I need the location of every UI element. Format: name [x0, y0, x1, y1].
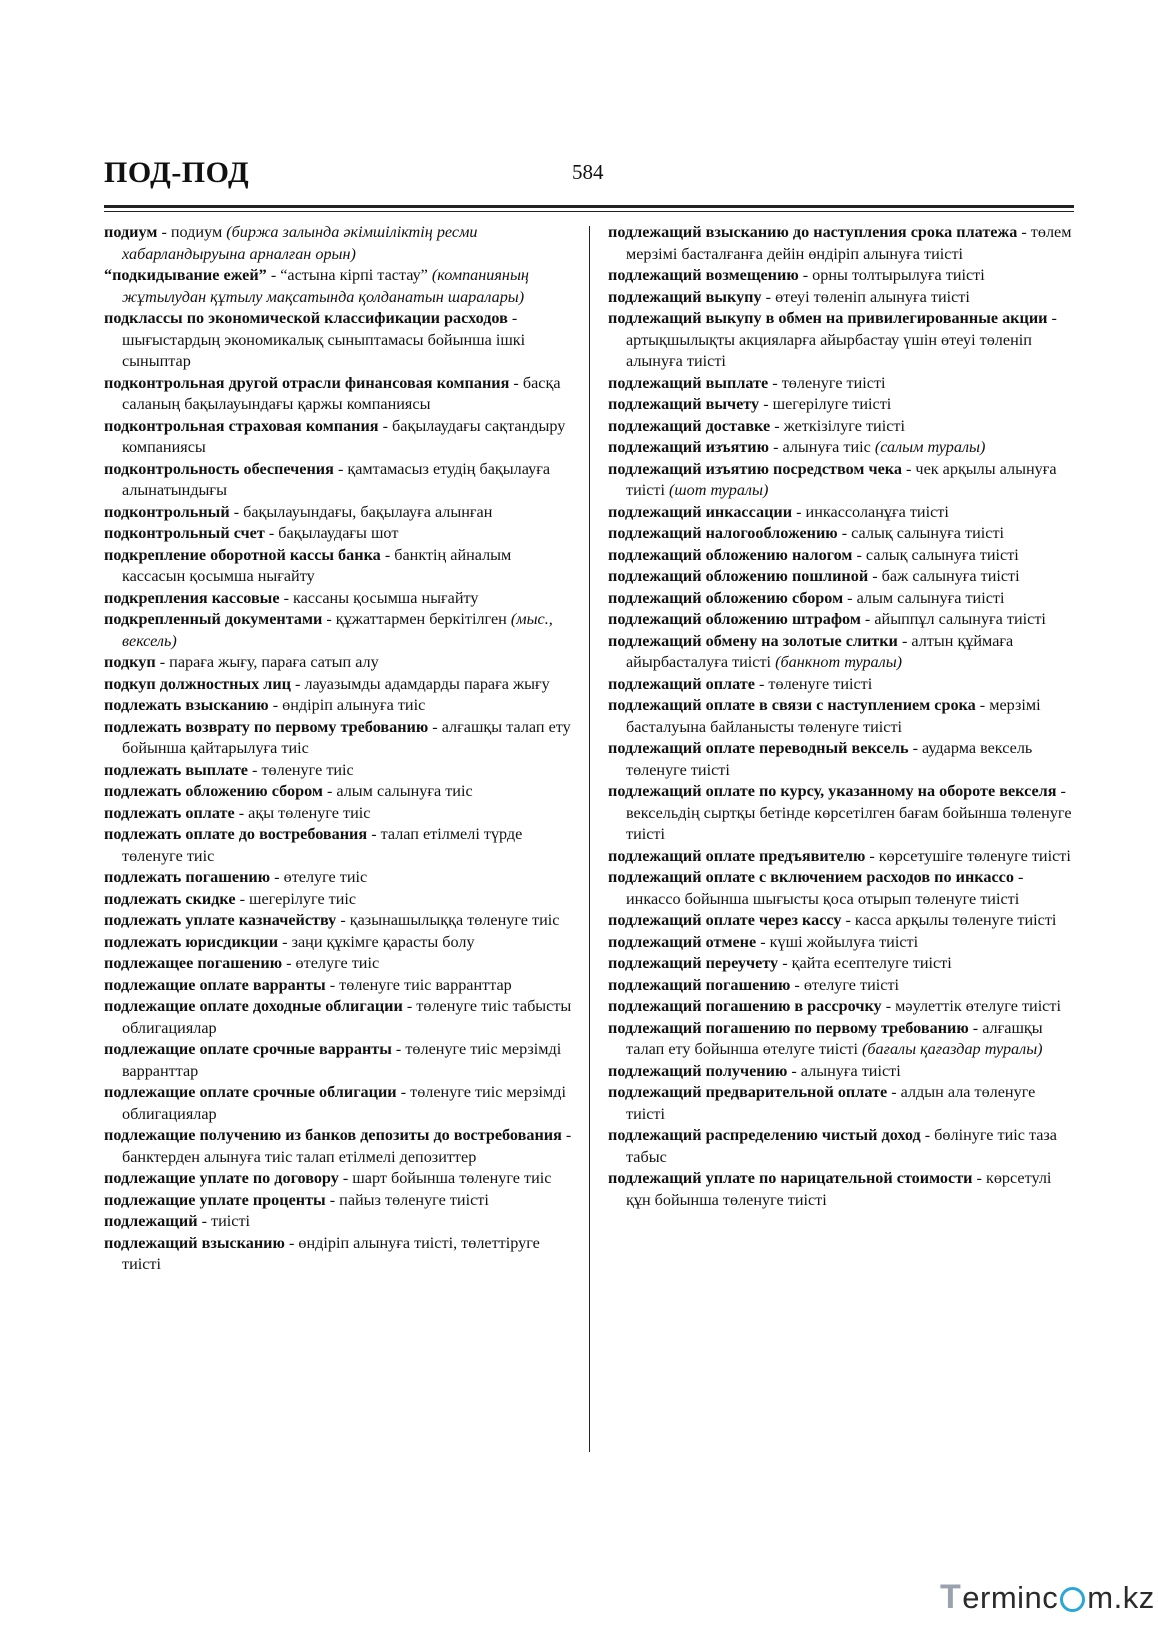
entry-term: подлежащие оплате срочные облигации	[104, 1083, 397, 1101]
entry-definition: - өндіріп алынуға тиіс	[268, 696, 426, 714]
entry-definition: - алдын ала төленуге тиісті	[626, 1083, 1036, 1123]
page-number: 584	[572, 160, 604, 184]
entry-term: подлежащий изъятию посредством чека	[608, 459, 902, 478]
entry-definition: - жеткізілуге тиісті	[770, 416, 905, 435]
dictionary-entry	[608, 867, 1076, 910]
entry-term: подлежащий получению	[608, 1061, 788, 1080]
entry-term: подлежащий погашению	[608, 975, 791, 994]
dictionary-entry	[104, 308, 576, 373]
entry-term: подкрепление оборотной кассы банка	[104, 545, 381, 564]
entry-definition: - шығыстардың экономикалық сыныптамасы бойынша ішкі сыныптар	[122, 309, 526, 370]
entry-definition: - чек арқылы алынуға тиісті	[626, 459, 1057, 499]
dictionary-entry	[608, 222, 1076, 265]
entry-note: (биржа залында әкімшіліктің ресми хабарландыруына арналған орын)	[122, 223, 478, 263]
entry-definition: - төленуге тиіс мерзімді варранттар	[122, 1040, 562, 1080]
entry-definition: - подиум	[157, 223, 227, 241]
entry-term: подлежащий обложению налогом	[608, 545, 853, 564]
entry-term: подконтрольный	[104, 502, 230, 521]
dictionary-entry	[104, 717, 576, 760]
dictionary-entry	[104, 824, 576, 867]
entry-term: подлежащий доставке	[608, 416, 771, 435]
dictionary-entry	[608, 1168, 1076, 1211]
entry-note: (салым туралы)	[874, 438, 986, 456]
entry-definition: - алым салынуға тиісті	[843, 588, 1005, 607]
entry-term: подлежать взысканию	[104, 696, 269, 714]
entry-definition: - заңи құкімге қарасты болу	[278, 932, 475, 951]
entry-term: подлежащий уплате по нарицательной стоимости	[608, 1169, 973, 1187]
entry-note: (шот туралы)	[669, 481, 769, 499]
dictionary-entry	[608, 674, 1076, 696]
entry-note: (компанияның жұтылудан құтылу мақсатында қолданатын шаралары)	[122, 266, 529, 306]
entry-term: подлежащий оплате в связи с наступлением срока	[608, 696, 976, 714]
entry-term: подлежащий налогообложению	[608, 524, 838, 542]
entry-definition: - бақылаудағы шот	[264, 524, 399, 542]
entry-definition: - банктің айналым кассасын қосымша нығайту	[122, 545, 512, 585]
dictionary-entry	[608, 416, 1076, 438]
dictionary-entry	[608, 1125, 1076, 1168]
column-divider	[589, 226, 590, 1452]
entry-definition: - төленуге тиісті	[754, 674, 873, 693]
entry-term: подлежащий взысканию до наступления срока платежа	[608, 223, 1018, 241]
entry-term: подлежащий отмене	[608, 932, 757, 951]
dictionary-entry	[104, 953, 576, 975]
entry-term: подлежащий обложению штрафом	[608, 610, 861, 628]
dictionary-entry	[104, 588, 576, 610]
dictionary-entry	[104, 459, 576, 502]
entry-definition: - өтелуге тиісті	[790, 975, 900, 994]
logo-circle-icon	[1060, 1587, 1085, 1612]
entry-definition: - өндіріп алынуға тиісті, төлеттіруге тиісті	[122, 1233, 540, 1273]
entry-term: подлежать выплате	[104, 760, 248, 779]
dictionary-entry	[104, 1125, 576, 1168]
entry-definition: - шегерілуге тиіс	[235, 889, 357, 908]
dictionary-entry	[608, 308, 1076, 373]
dictionary-entry	[104, 609, 576, 652]
entry-term: подлежащий выкупу	[608, 287, 762, 306]
dictionary-entry	[104, 222, 576, 265]
entry-term: подкуп должностных лиц	[104, 674, 291, 693]
entry-definition: - айыппұл салынуға тиісті	[860, 610, 1046, 628]
dictionary-entry	[608, 373, 1076, 395]
entry-term: подлежащий переучету	[608, 954, 779, 972]
dictionary-entry	[104, 1082, 576, 1125]
dictionary-entry	[104, 781, 576, 803]
dictionary-entry	[104, 996, 576, 1039]
entry-definition: - күші жойылуға тиісті	[756, 932, 919, 951]
entry-term: подлежащий оплате предъявителю	[608, 846, 866, 865]
entry-definition: - инкассоланұға тиісті	[792, 502, 949, 521]
dictionary-entry	[104, 1039, 576, 1082]
entry-note: (бағалы қағаздар туралы)	[862, 1040, 1043, 1058]
entry-definition: - алғашқы талап ету бойынша өтелуге тиісті	[626, 1018, 1043, 1058]
entry-term: подлежать уплате казначейству	[104, 911, 337, 929]
entry-term: подлежащий выплате	[608, 373, 769, 392]
entry-term: подлежащий оплате по курсу, указанному на обороте векселя	[608, 782, 1057, 800]
dictionary-entry	[104, 975, 576, 997]
entry-term: подлежащий изъятию	[608, 438, 770, 456]
entry-term: подлежащий обмену на золотые слитки	[608, 631, 898, 650]
entry-definition: - вексельдің сыртқы бетінде көрсетілген бағам бойынша төленуге тиісті	[626, 782, 1072, 843]
dictionary-entry	[608, 846, 1076, 868]
dictionary-entry	[608, 287, 1076, 309]
entry-term: подлежащий	[104, 1212, 198, 1230]
dictionary-entry	[608, 996, 1076, 1018]
dictionary-entry	[608, 1061, 1076, 1083]
entry-term: подлежащий взысканию	[104, 1233, 285, 1252]
entry-note: (мыс., вексель)	[122, 610, 553, 650]
entry-definition: - алтын құймаға айырбасталуға тиісті	[626, 631, 1014, 671]
entry-term: подлежащий выкупу в обмен на привилегированные акции	[608, 309, 1048, 327]
dictionary-entry	[104, 674, 576, 696]
entry-term: подлежащий оплате через кассу	[608, 911, 842, 929]
dictionary-entry	[608, 502, 1076, 524]
entry-term: подлежать оплате до востребования	[104, 825, 368, 843]
entry-term: подконтрольный счет	[104, 524, 265, 542]
dictionary-entry	[104, 545, 576, 588]
entry-note: (банкнот туралы)	[775, 653, 903, 671]
dictionary-entry	[608, 566, 1076, 588]
entry-definition: - касса арқылы төленуге тиісті	[841, 911, 1057, 929]
entry-definition: - бақылауындағы, бақылауға алынған	[229, 502, 493, 521]
entry-definition: - өтеуі төленіп алынуға тиісті	[761, 287, 970, 306]
entry-definition: - пайыз төленуге тиісті	[325, 1190, 489, 1209]
dictionary-entry	[104, 652, 576, 674]
entry-term: подкрепления кассовые	[104, 588, 280, 607]
entry-term: подлежащий инкассации	[608, 502, 793, 521]
dictionary-entry	[104, 889, 576, 911]
dictionary-entry	[608, 394, 1076, 416]
dictionary-entry	[104, 502, 576, 524]
dictionary-entry	[608, 910, 1076, 932]
entry-term: подлежащий предварительной оплате	[608, 1083, 888, 1101]
entry-term: подлежащий вычету	[608, 395, 760, 413]
entry-term: подкрепленный документами	[104, 610, 323, 628]
entry-term: подлежащий обложению пошлиной	[608, 567, 869, 585]
entry-definition: - банктерден алынуға тиіс талап етілмелі депозиттер	[122, 1126, 572, 1166]
entry-term: подлежащие получению из банков депозиты до востребования	[104, 1126, 562, 1144]
entry-definition: - талап етілмелі түрде төленуге тиіс	[122, 825, 523, 865]
dictionary-entry	[104, 695, 576, 717]
entry-definition: - өтелуге тиіс	[270, 868, 368, 886]
entry-definition: - төленуге тиіс мерзімді облигациялар	[122, 1083, 567, 1123]
entry-definition: - төленуге тиіс	[247, 760, 354, 779]
entry-term: подлежащие оплате срочные варранты	[104, 1040, 392, 1058]
dictionary-entry	[104, 910, 576, 932]
dictionary-entry	[104, 523, 576, 545]
entry-term: подлежать погашению	[104, 868, 271, 886]
entry-term: подлежащий оплате переводный вексель	[608, 739, 909, 757]
entry-term: подкуп	[104, 653, 156, 671]
entry-definition: - мерзімі басталуына байланысты төленуге тиісті	[626, 696, 1041, 736]
left-column	[104, 222, 576, 1276]
dictionary-entry	[104, 932, 576, 954]
dictionary-entry	[104, 1233, 576, 1276]
dictionary-entry	[608, 975, 1076, 997]
entry-definition: - ақы төленуге тиіс	[234, 803, 371, 822]
entry-definition: - инкассо бойынша шығысты қоса отырып төленуге тиісті	[626, 868, 1024, 908]
entry-term: подлежать возврату по первому требованию	[104, 717, 429, 736]
entry-term: подлежащий распределению чистый доход	[608, 1126, 921, 1144]
dictionary-entry	[608, 738, 1076, 781]
logo-letter: T	[940, 1578, 962, 1616]
entry-term: подконтрольная другой отрасли финансовая компания	[104, 373, 510, 392]
dictionary-entry	[608, 953, 1076, 975]
dictionary-entry	[608, 459, 1076, 502]
logo-text: erminc	[962, 1579, 1059, 1615]
dictionary-entry	[608, 695, 1076, 738]
entry-term: подлежащий обложению сбором	[608, 588, 844, 607]
dictionary-entry	[608, 265, 1076, 287]
dictionary-entry	[608, 609, 1076, 631]
terminco-logo	[940, 1578, 1155, 1617]
entry-definition: - көрсетушіге төленуге тиісті	[865, 846, 1071, 865]
entry-definition: - құжаттармен беркітілген	[322, 610, 511, 628]
dictionary-entry	[608, 1082, 1076, 1125]
entry-term: подклассы по экономической классификации расходов	[104, 309, 508, 327]
entry-definition: - салық салынуға тиісті	[837, 524, 1005, 542]
entry-definition: - параға жығу, параға сатып алу	[155, 653, 379, 671]
entry-definition: - бөлінуге тиіс таза табыс	[626, 1126, 1057, 1166]
dictionary-entry	[608, 1018, 1076, 1061]
entry-definition: - қазынашылыққа төленуге тиіс	[336, 911, 560, 929]
entry-definition: - тиісті	[197, 1212, 251, 1230]
entry-term: подлежащие оплате доходные облигации	[104, 997, 403, 1015]
dictionary-entry	[104, 803, 576, 825]
entry-definition: - қайта есептелуге тиісті	[778, 954, 952, 972]
right-column	[608, 222, 1076, 1211]
dictionary-entry	[608, 588, 1076, 610]
entry-definition: - көрсетулі құн бойынша төленуге тиісті	[626, 1169, 1052, 1209]
entry-term: подлежащие уплате по договору	[104, 1169, 339, 1187]
entry-definition: - салық салынуға тиісті	[852, 545, 1019, 564]
dictionary-entry	[608, 523, 1076, 545]
dictionary-entry	[104, 760, 576, 782]
entry-definition: - баж салынуға тиісті	[868, 567, 1020, 585]
entry-term: подлежащий погашению в рассрочку	[608, 997, 882, 1015]
dictionary-entry	[104, 416, 576, 459]
entry-term: подлежать юрисдикции	[104, 932, 279, 951]
entry-definition: - алынуға тиісті	[787, 1061, 901, 1080]
entry-definition: - мәулеттік өтелуге тиісті	[881, 997, 1061, 1015]
entry-term: подлежащее погашению	[104, 954, 283, 972]
entry-term: подиум	[104, 223, 158, 241]
entry-definition: - басқа саланың бақылауындағы қаржы компаниясы	[122, 373, 561, 413]
dictionary-entry	[608, 545, 1076, 567]
logo-domain: m.kz	[1087, 1579, 1155, 1615]
entry-definition: - төленуге тиісті	[768, 373, 886, 392]
entry-definition: - алғашқы талап ету бойынша қайтарылуға тиіс	[122, 717, 571, 757]
entry-term: подлежащий оплате	[608, 674, 755, 693]
entry-definition: - алынуға тиіс	[769, 438, 875, 456]
entry-definition: - төленуге тиіс табысты облигациялар	[122, 997, 572, 1037]
entry-term: “подкидывание ежей”	[104, 266, 267, 284]
entry-definition: - алым салынуға тиіс	[322, 782, 473, 800]
entry-definition: - шарт бойынша төленуге тиіс	[338, 1169, 552, 1187]
entry-definition: - орны толтырылуға тиісті	[798, 266, 985, 284]
dictionary-entry	[608, 932, 1076, 954]
entry-term: подлежащие уплате проценты	[104, 1190, 326, 1209]
entry-term: подлежащий оплате с включением расходов по инкассо	[608, 868, 1014, 886]
entry-term: подлежащий возмещению	[608, 266, 799, 284]
entry-definition: - қамтамасыз етудің бақылауға алынатындығы	[122, 459, 551, 499]
dictionary-entry	[104, 1211, 576, 1233]
dictionary-entry	[104, 373, 576, 416]
entry-definition: - өтелуге тиіс	[282, 954, 380, 972]
dictionary-entry	[104, 867, 576, 889]
entry-definition: - бақылаудағы сақтандыру компаниясы	[122, 416, 566, 456]
entry-definition: - шегерілуге тиісті	[759, 395, 892, 413]
entry-term: подлежать обложению сбором	[104, 782, 323, 800]
page-title: ПОД-ПОД	[104, 156, 250, 189]
entry-definition: - лауазымды адамдарды параға жығу	[291, 674, 550, 693]
dictionary-entry	[104, 1190, 576, 1212]
entry-term: подлежать скидке	[104, 889, 236, 908]
entry-term: подконтрольная страховая компания	[104, 416, 379, 435]
dictionary-entry	[104, 1168, 576, 1190]
entry-term: подлежащий погашению по первому требованию	[608, 1018, 969, 1037]
dictionary-entry	[608, 781, 1076, 846]
entry-term: подлежащие оплате варранты	[104, 975, 326, 994]
entry-definition: - аударма вексель төленуге тиісті	[626, 739, 1033, 779]
entry-term: подконтрольность обеспечения	[104, 459, 334, 478]
dictionary-entry	[104, 265, 576, 308]
entry-definition: - төлем мерзімі басталғанға дейін өндіріп алынуға тиісті	[626, 223, 1072, 263]
entry-term: подлежать оплате	[104, 803, 235, 822]
dictionary-entry	[608, 631, 1076, 674]
header-rule-thin	[104, 211, 1074, 212]
entry-definition: - артықшылықты акцияларға айырбастау үшін өтеуі төленіп алынуға тиісті	[626, 309, 1057, 370]
entry-definition: - кассаны қосымша нығайту	[279, 588, 479, 607]
entry-definition: - төленуге тиіс варранттар	[325, 975, 512, 994]
entry-definition: - “астына кірпі тастау”	[266, 266, 432, 284]
dictionary-entry	[608, 437, 1076, 459]
header-rule-thick	[104, 205, 1074, 208]
